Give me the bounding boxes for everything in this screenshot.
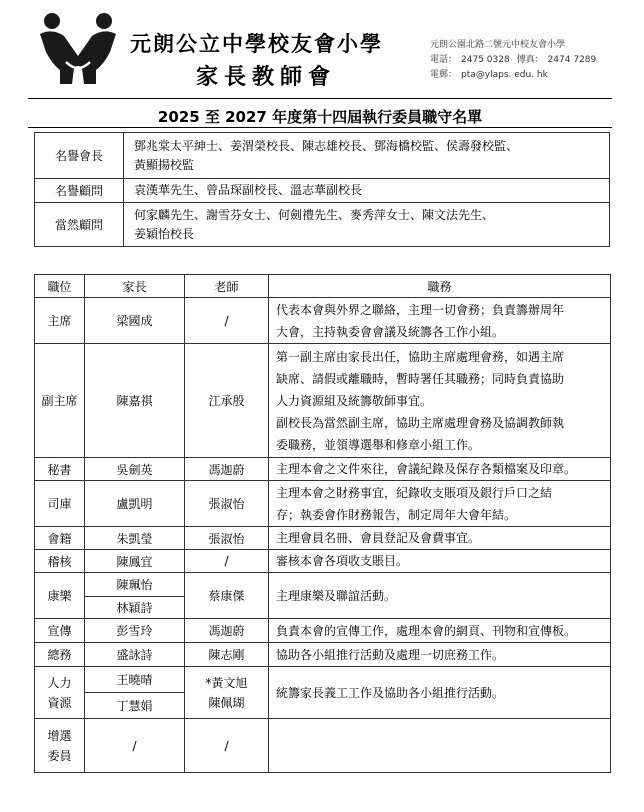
table-row (35, 179, 610, 203)
parent-cell: 陳嘉祺 (85, 344, 185, 458)
table-header-row (35, 275, 611, 298)
teacher-cell: 張淑怡 (185, 481, 269, 527)
teacher-cell: / (185, 550, 269, 573)
column-header-teacher: 老師 (185, 275, 269, 298)
phone-number: 2475 0328 (461, 55, 510, 65)
table-row (35, 203, 610, 247)
association-name: 家長教師會 (196, 64, 337, 90)
role-cell: 總務 (35, 643, 85, 667)
duty-cell: 主理康樂及聯誼活動。 (269, 573, 611, 619)
duty-cell: 主理本會之文件來往，會議紀錄及保存各類檔案及印章。 (269, 458, 611, 481)
table-row (35, 481, 611, 527)
duty-cell: 審核本會各項收支賬目。 (269, 550, 611, 573)
honorary-label: 當然顧問 (35, 203, 124, 247)
teacher-cell: 陳志剛 (185, 643, 269, 667)
honorary-value: 袁漢華先生、曾品琛副校長、溫志華副校長 (124, 179, 610, 203)
honorary-table (34, 132, 610, 247)
phone-label: 電話： (430, 55, 458, 65)
teacher-cell: 張淑怡 (185, 527, 269, 550)
table-row (35, 344, 611, 458)
teacher-cell: / (185, 298, 269, 344)
duty-cell: 代表本會與外界之聯絡，主理一切會務；負責籌辦周年 大會，主持執委會會議及統籌各工作小組。 (269, 298, 611, 344)
parent-cell: 梁國成 (85, 298, 185, 344)
role-cell: 司庫 (35, 481, 85, 527)
teacher-cell: 江承殷 (185, 344, 269, 458)
parent-cell: 林穎詩 (85, 597, 185, 619)
role-cell: 稽核 (35, 550, 85, 573)
column-header-duty: 職務 (269, 275, 611, 298)
parent-cell: / (85, 719, 185, 773)
role-cell: 宣傳 (35, 619, 85, 643)
fax-label: 傳真： (516, 55, 544, 65)
table-row (35, 133, 610, 179)
letterhead (0, 0, 644, 96)
table-row (35, 550, 611, 573)
duty-cell: 主理本會之財務事宜，紀錄收支賬項及銀行戶口之結 存；執委會作財務報告，制定周年大會年結。 (269, 481, 611, 527)
parent-cell: 盛詠詩 (85, 643, 185, 667)
parent-cell: 朱凱瑩 (85, 527, 185, 550)
parent-cell: 陳珮怡 (85, 573, 185, 597)
column-header-role: 職位 (35, 275, 85, 298)
email-label: 電郵： (430, 70, 458, 80)
duty-cell: 負責本會的宣傳工作，處理本會的網頁、刊物和宣傳板。 (269, 619, 611, 643)
table-row (35, 643, 611, 667)
fax-number: 2474 7289 (547, 55, 597, 65)
table-row (35, 298, 611, 344)
duty-cell (269, 719, 611, 773)
parent-cell: 丁慧娟 (85, 693, 185, 719)
teacher-cell: / (185, 719, 269, 773)
teacher-cell: 馮迦蔚 (185, 458, 269, 481)
honorary-label: 名譽會長 (35, 133, 124, 179)
table-row (35, 573, 611, 597)
address: 元朗公園北路二號元中校友會小學 (430, 40, 566, 50)
parent-cell: 王曉晴 (85, 667, 185, 693)
teacher-cell: 馮迦蔚 (185, 619, 269, 643)
role-cell: 增選 委員 (35, 719, 85, 773)
email-link[interactable]: pta@ylaps. edu. hk (461, 70, 548, 80)
teacher-cell: *黃文旭 陳佩瑚 (185, 667, 269, 719)
honorary-value: 鄧兆棠太平紳士、姜渭榮校長、陳志雄校長、鄧海橋校監、侯壽發校監、 黃顯揚校監 (124, 133, 610, 179)
parent-cell: 陳鳳宜 (85, 550, 185, 573)
teacher-cell: 蔡康傑 (185, 573, 269, 619)
parent-cell: 彭雪玲 (85, 619, 185, 643)
role-cell: 主席 (35, 298, 85, 344)
document-title: 2025 至 2027 年度第十四屆執行委員職守名單 (157, 108, 483, 126)
title-divider (28, 127, 612, 128)
role-cell: 會籍 (35, 527, 85, 550)
role-cell: 人力 資源 (35, 667, 85, 719)
honorary-label: 名譽顧問 (35, 179, 124, 203)
table-row (35, 527, 611, 550)
header-divider (28, 98, 612, 99)
parent-cell: 吳劍英 (85, 458, 185, 481)
table-row (35, 719, 611, 773)
table-row (35, 458, 611, 481)
duty-cell: 統籌家長義工工作及協助各小組推行活動。 (269, 667, 611, 719)
contact-info (430, 38, 600, 83)
role-cell: 副主席 (35, 344, 85, 458)
role-cell: 秘書 (35, 458, 85, 481)
honorary-value: 何家麟先生、謝雪芬女士、何劍禮先生、麥秀萍女士、陳文法先生、 姜穎怡校長 (124, 203, 610, 247)
column-header-parent: 家長 (85, 275, 185, 298)
duty-cell: 第一副主席由家長出任，協助主席處理會務，如遇主席 缺席、請假或離職時，暫時署任其職務；同時負責協助 人力資源組及統籌敬師事宜。 副校長為當然副主席，協助主席處理會務及協調教師執 委職務，並領導選舉和修章小組工作。 (269, 344, 611, 458)
pta-logo-icon (38, 12, 118, 86)
duty-cell: 協助各小組推行活動及處理一切庶務工作。 (269, 643, 611, 667)
parent-cell: 盧凱明 (85, 481, 185, 527)
school-name: 元朗公立中學校友會小學 (130, 31, 383, 56)
table-row (35, 619, 611, 643)
role-cell: 康樂 (35, 573, 85, 619)
duty-cell: 主理會員名冊、會員登記及會費事宜。 (269, 527, 611, 550)
table-row (35, 667, 611, 693)
committee-table (34, 274, 611, 773)
